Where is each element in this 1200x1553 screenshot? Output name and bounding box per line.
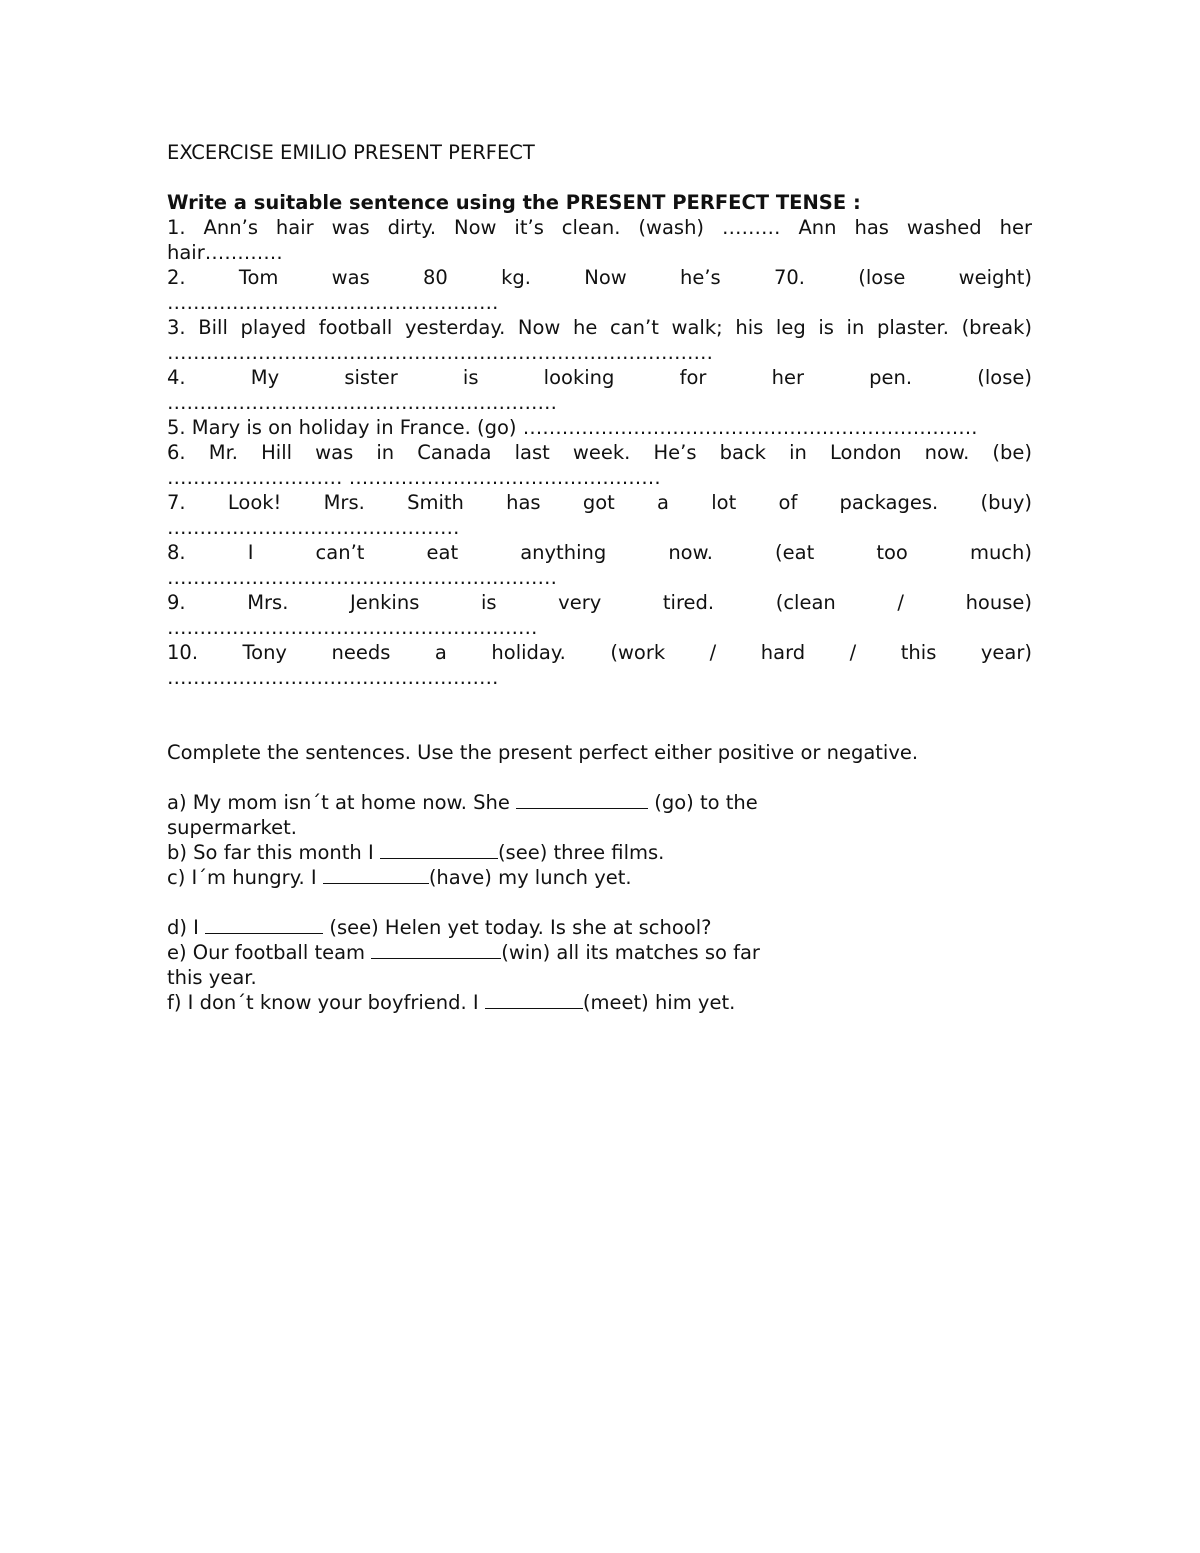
exercise-item-text: 4. My sister is looking for her pen. (lose) xyxy=(167,366,1032,389)
exercise-item xyxy=(167,315,1032,365)
answer-blank[interactable] xyxy=(485,990,583,1009)
exercise-item xyxy=(167,540,1032,590)
fill-item-d xyxy=(167,915,807,940)
exercise-item-text: 9. Mrs. Jenkins is very tired. (clean / house) xyxy=(167,591,1032,614)
fill-item-text-after: (go) to the xyxy=(648,791,758,814)
exercise-answer-dots: ………………………………………………………………………… xyxy=(167,341,713,364)
exercise-item-text: 7. Look! Mrs. Smith has got a lot of packages. (buy) xyxy=(167,491,1032,514)
worksheet-title: EXCERCISE EMILIO PRESENT PERFECT xyxy=(167,141,535,164)
fill-item-text-after: (see) Helen yet today. Is she at school? xyxy=(323,916,712,939)
exercise-item-text: 2. Tom was 80 kg. Now he’s 70. (lose weight) xyxy=(167,266,1032,289)
exercise-item xyxy=(167,490,1032,540)
fill-item-text-before: d) I xyxy=(167,916,206,939)
exercise-answer-dots: ……………………… ………………………………………… xyxy=(167,466,661,489)
exercise-answer-dots: …………………………………………… xyxy=(167,291,499,314)
fill-item-continuation: this year. xyxy=(167,966,257,989)
exercise-item-text: 8. I can’t eat anything now. (eat too much) xyxy=(167,541,1032,564)
fill-item-text-before: e) Our football team xyxy=(167,941,372,964)
section2 xyxy=(167,740,1032,1015)
exercise-item-text: 5. Mary is on holiday in France. (go) ……………………………………………………………. xyxy=(167,416,978,439)
exercise-answer-dots: …………………………………………………… xyxy=(167,391,557,414)
answer-blank[interactable] xyxy=(205,915,323,934)
fill-item-text-before: f) I don´t know your boyfriend. I xyxy=(167,991,485,1014)
fill-item-e xyxy=(167,940,807,990)
exercise-item-text: 1. Ann’s hair was dirty. Now it’s clean. (wash) ……… Ann has washed her xyxy=(167,216,1032,239)
fill-item-text-before: a) My mom isn´t at home now. She xyxy=(167,791,517,814)
exercise-item-text: 6. Mr. Hill was in Canada last week. He’s back in London now. (be) xyxy=(167,441,1032,464)
exercise-answer-dots: ……………………………………… xyxy=(167,516,460,539)
answer-blank[interactable] xyxy=(516,790,648,809)
exercise-item xyxy=(167,365,1032,415)
section1-instruction: Write a suitable sentence using the PRESENT PERFECT TENSE : xyxy=(167,191,861,214)
answer-blank[interactable] xyxy=(323,865,429,884)
exercise-answer-dots: …………………………………………………… xyxy=(167,566,557,589)
fill-item-continuation: supermarket. xyxy=(167,816,297,839)
fill-item-text-before: c) I´m hungry. I xyxy=(167,866,323,889)
fill-item-b xyxy=(167,840,807,865)
fill-item-f xyxy=(167,990,807,1015)
exercise-item xyxy=(167,265,1032,315)
exercise-item-continuation: hair………… xyxy=(167,241,283,264)
fill-item-a xyxy=(167,790,807,840)
exercise-item-text: 10. Tony needs a holiday. (work / hard / this year) xyxy=(167,641,1032,664)
exercise-answer-dots: ………………………………………………… xyxy=(167,616,538,639)
worksheet-page xyxy=(167,140,1032,1015)
answer-blank[interactable] xyxy=(371,940,501,959)
fill-item-text-before: b) So far this month I xyxy=(167,841,380,864)
fill-item-text-after: (have) my lunch yet. xyxy=(428,866,632,889)
section2-instruction: Complete the sentences. Use the present perfect either positive or negative. xyxy=(167,741,919,764)
exercise-item xyxy=(167,440,1032,490)
fill-item-text-after: (win) all its matches so far xyxy=(501,941,760,964)
exercise-item xyxy=(167,415,1032,440)
fill-item-c xyxy=(167,865,807,890)
exercise-item xyxy=(167,640,1032,690)
exercise-answer-dots: …………………………………………… xyxy=(167,666,499,689)
fill-item-text-after: (see) three films. xyxy=(497,841,665,864)
exercise-item-text: 3. Bill played football yesterday. Now he can’t walk; his leg is in plaster. (break) xyxy=(167,316,1032,339)
fill-item-text-after: (meet) him yet. xyxy=(582,991,736,1014)
exercise-item xyxy=(167,590,1032,640)
exercise-item xyxy=(167,215,1032,265)
spacer xyxy=(167,890,1032,915)
answer-blank[interactable] xyxy=(380,840,498,859)
